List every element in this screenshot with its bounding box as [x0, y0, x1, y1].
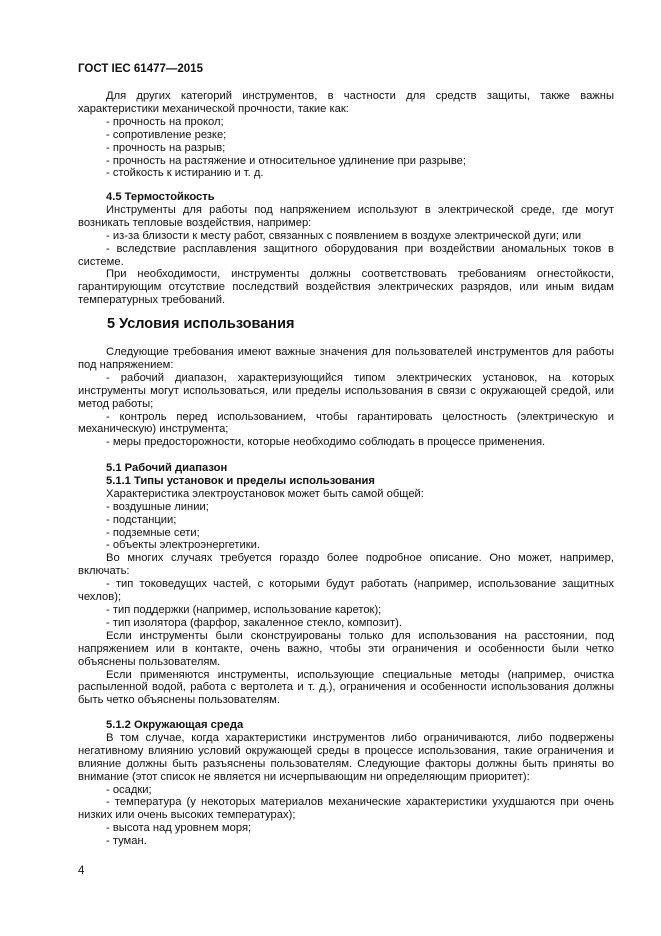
- document-header: ГОСТ IEC 61477—2015: [78, 63, 203, 75]
- list-item: - прочность на растяжение и относительное удлинение при разрыве;: [106, 154, 466, 167]
- list-item: - из-за близости к месту работ, связанных с появлением в воздухе электрической дуги; или: [106, 229, 582, 242]
- list-item: - прочность на прокол;: [106, 115, 224, 128]
- list-item: - подземные сети;: [106, 526, 200, 539]
- subsection-heading: 5.1.1 Типы установок и пределы использования: [106, 474, 375, 487]
- intro-block: [78, 90, 614, 180]
- list-item: - сопротивление резке;: [106, 128, 227, 141]
- list-item: - высота над уровнем моря;: [106, 822, 252, 835]
- section-heading: 4.5 Термостойкость: [106, 191, 215, 203]
- list-item: - воздушные линии;: [106, 500, 209, 513]
- section-4-5: [78, 191, 614, 307]
- paragraph: В том случае, когда характеристики инструментов либо ограничиваются, либо подвержены негативному влиянию условий окружающей среды в процессе использования, такие ограничения и влияние должны быть разъяснены пользователям. Следующие факторы должны быть приняты во внимание (этот список не является ни исчерпывающим ни определяющим приоритет):: [78, 731, 614, 783]
- paragraph: Во многих случаях требуется гораздо более подробное описание. Оно может, например, включать:: [78, 552, 614, 578]
- list-item: - меры предосторожности, которые необходимо соблюдать в процессе применения.: [106, 436, 546, 449]
- section-5-1-2: [78, 719, 614, 848]
- paragraph: Если инструменты были сконструированы только для использования на расстоянии, под напряжением или в контакте, очень важно, чтобы эти ограничения и особенности были четко объяснены пользователям.: [78, 629, 614, 668]
- subsection-heading: 5.1.2 Окружающая среда: [106, 719, 244, 731]
- list-item: - контроль перед использованием, чтобы гарантировать целостность (электрическую и механическую) инструмента;: [78, 410, 614, 436]
- section-5: [78, 346, 614, 449]
- list-item: - туман.: [106, 835, 147, 848]
- paragraph: Следующие требования имеют важные значения для пользователей инструментов для работы под напряжением:: [78, 346, 614, 371]
- list-item: - подстанции;: [106, 513, 177, 526]
- paragraph: Для других категорий инструментов, в частности для средств защиты, также важны характеристики механической прочности, такие как:: [78, 90, 614, 115]
- list-item: - объекты электроэнергетики.: [106, 539, 261, 552]
- list-item: - тип поддержки (например, использование кареток);: [106, 603, 382, 616]
- section-5-1: [78, 462, 614, 707]
- list-item: - температура (у некоторых материалов механические характеристики ухудшаются при очень низких или очень высоких температурах);: [78, 796, 614, 822]
- list-item: - осадки;: [106, 783, 152, 796]
- list-item: - рабочий диапазон, характеризующийся типом электрических установок, на которых инструменты могут использоваться, или пределы использования в связи с окружающей средой, или метод работы;: [78, 371, 614, 410]
- list-item: - тип токоведущих частей, с которыми будут работать (например, использование защитных чехлов);: [78, 578, 614, 604]
- paragraph: При необходимости, инструменты должны соответствовать требованиям огнестойкости, гарантирующим отсутствие последствий воздействия электрических разрядов, или иным видам температурных требований.: [78, 268, 614, 307]
- paragraph: Характеристика электроустановок может быть самой общей:: [106, 487, 424, 500]
- list-item: - тип изолятора (фарфор, закаленное стекло, композит).: [106, 616, 402, 629]
- paragraph: Инструменты для работы под напряжением используют в электрической среде, где могут возникать тепловые воздействия, например:: [78, 203, 614, 229]
- paragraph: Если применяются инструменты, использующие специальные методы (например, очистка распыленной водой, работа с вертолета и т. д.), ограничения и особенности использования должны быть четко объяснены пользователям.: [78, 668, 614, 707]
- section-heading: 5.1 Рабочий диапазон: [106, 462, 228, 474]
- list-item: - стойкость к истиранию и т. д.: [106, 167, 264, 180]
- list-item: - прочность на разрыв;: [106, 141, 226, 154]
- list-item: - вследствие расплавления защитного оборудования при воздействии аномальных токов в системе.: [78, 242, 614, 268]
- section-heading-5: 5 Условия использования: [107, 316, 295, 332]
- page-number: 4: [78, 865, 85, 877]
